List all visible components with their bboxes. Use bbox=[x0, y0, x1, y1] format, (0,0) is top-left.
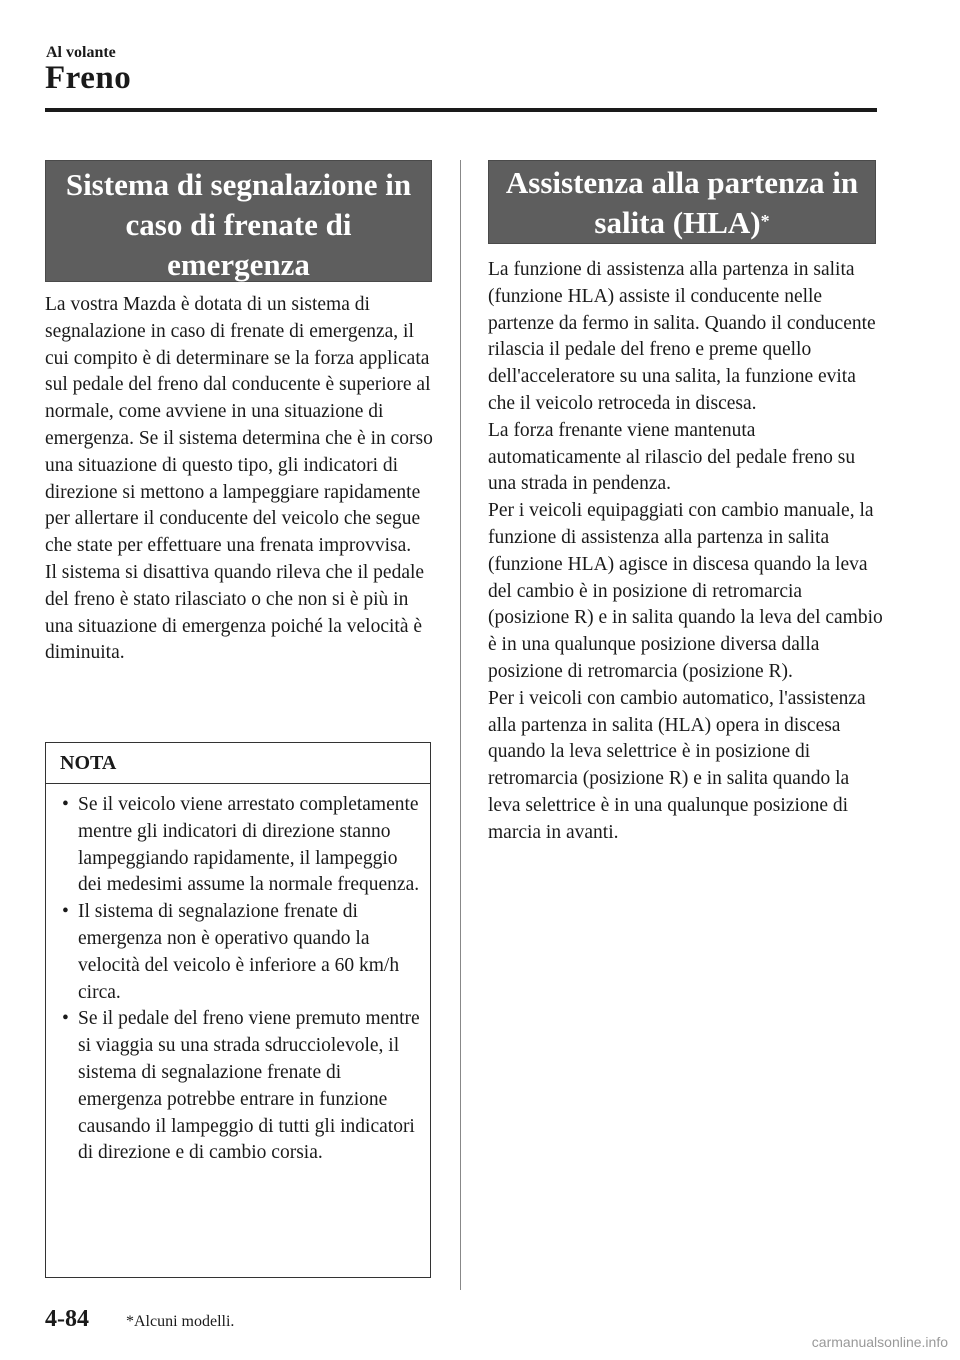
note-box bbox=[45, 742, 431, 1278]
body-paragraph: Per i veicoli equipaggiati con cambio manuale, la funzione di assistenza alla partenza in salita (funzione HLA) agisce in discesa quando la leva del cambio è in posizione di retromarcia (posizione R) e in salita quando la leva del cambio è in una qualunque posizione diversa dalla posizione di retromarcia (posizione R). bbox=[488, 500, 883, 682]
section-heading-line: Sistema di segnalazione in bbox=[65, 167, 412, 202]
section-heading-line: emergenza bbox=[167, 247, 310, 282]
note-item bbox=[60, 899, 420, 1006]
column-divider bbox=[460, 160, 461, 1290]
note-item bbox=[60, 1006, 420, 1167]
footnote-marker: * bbox=[760, 211, 770, 231]
body-paragraph: Per i veicoli con cambio automatico, l'assistenza alla partenza in salita (HLA) opera in discesa quando la leva selettrice è in posizione di retromarcia (posizione R) e in salita quando la leva selettrice è in una qualunque posizione di marcia in avanti. bbox=[488, 687, 866, 843]
note-item-text: Se il pedale del freno viene premuto mentre si viaggia su una strada sdrucciolevole, il sistema di segnalazione frenate di emergenza potrebbe entrare in funzione causando il lampeggio di tutti gli indicatori di direzione e di cambio corsia. bbox=[78, 1008, 420, 1164]
page-number: 4-84 bbox=[45, 1306, 89, 1332]
body-paragraph: La funzione di assistenza alla partenza in salita (funzione HLA) assiste il conducente nelle partenze da fermo in salita. Quando il conducente rilascia il pedale del freno e preme quello dell'acceleratore su una salita, la funzione evita che il veicolo retroceda in discesa. bbox=[488, 259, 876, 414]
page-title: Freno bbox=[45, 60, 132, 96]
chapter-label: Al volante bbox=[46, 44, 116, 61]
note-list bbox=[46, 784, 430, 1167]
note-item-text: Se il veicolo viene arrestato completamente mentre gli indicatori di direzione stanno lampeggiando rapidamente, il lampeggio dei medesimi assume la normale frequenza. bbox=[78, 794, 420, 896]
footnote: *Alcuni modelli. bbox=[126, 1313, 235, 1330]
bullet-icon: • bbox=[62, 794, 69, 815]
hla-body bbox=[488, 257, 883, 847]
bullet-icon: • bbox=[62, 901, 69, 923]
body-paragraph: Il sistema si disattiva quando rileva che il pedale del freno è stato rilasciato o che non si è più in una situazione di emergenza poiché la velocità è diminuita. bbox=[45, 561, 425, 664]
watermark: carmanualsonline.info bbox=[811, 1334, 948, 1350]
section-heading-emergency-signal bbox=[45, 160, 432, 282]
bullet-icon: • bbox=[62, 1008, 69, 1030]
section-heading-line: caso di frenate di bbox=[125, 207, 352, 242]
note-item-text: Il sistema di segnalazione frenate di emergenza non è operativo quando la velocità del veicolo è inferiore a 60 km/h circa. bbox=[78, 901, 400, 1003]
section-heading-hla bbox=[488, 160, 876, 244]
header-divider bbox=[45, 108, 877, 112]
emergency-signal-body bbox=[45, 292, 440, 667]
section-heading-line: Assistenza alla partenza in bbox=[505, 165, 859, 200]
section-heading-line bbox=[489, 203, 875, 243]
note-item bbox=[60, 792, 420, 899]
body-paragraph: La vostra Mazda è dotata di un sistema di segnalazione in caso di frenate di emergenza, il cui compito è di determinare se la forza applicata sul pedale del freno dal conducente è superiore al normale, come avviene in una situazione di emergenza. Se il sistema determina che è in corso una situazione di questo tipo, gli indicatori di direzione si mettono a lampeggiare rapidamente per allertare il conducente del veicolo che segue che state per effettuare una frenata improvvisa. bbox=[45, 294, 433, 557]
body-paragraph: La forza frenante viene mantenuta automaticamente al rilascio del pedale freno su una strada in pendenza. bbox=[488, 419, 856, 495]
section-heading-text: salita (HLA) bbox=[594, 205, 761, 240]
note-heading: NOTA bbox=[46, 743, 430, 784]
